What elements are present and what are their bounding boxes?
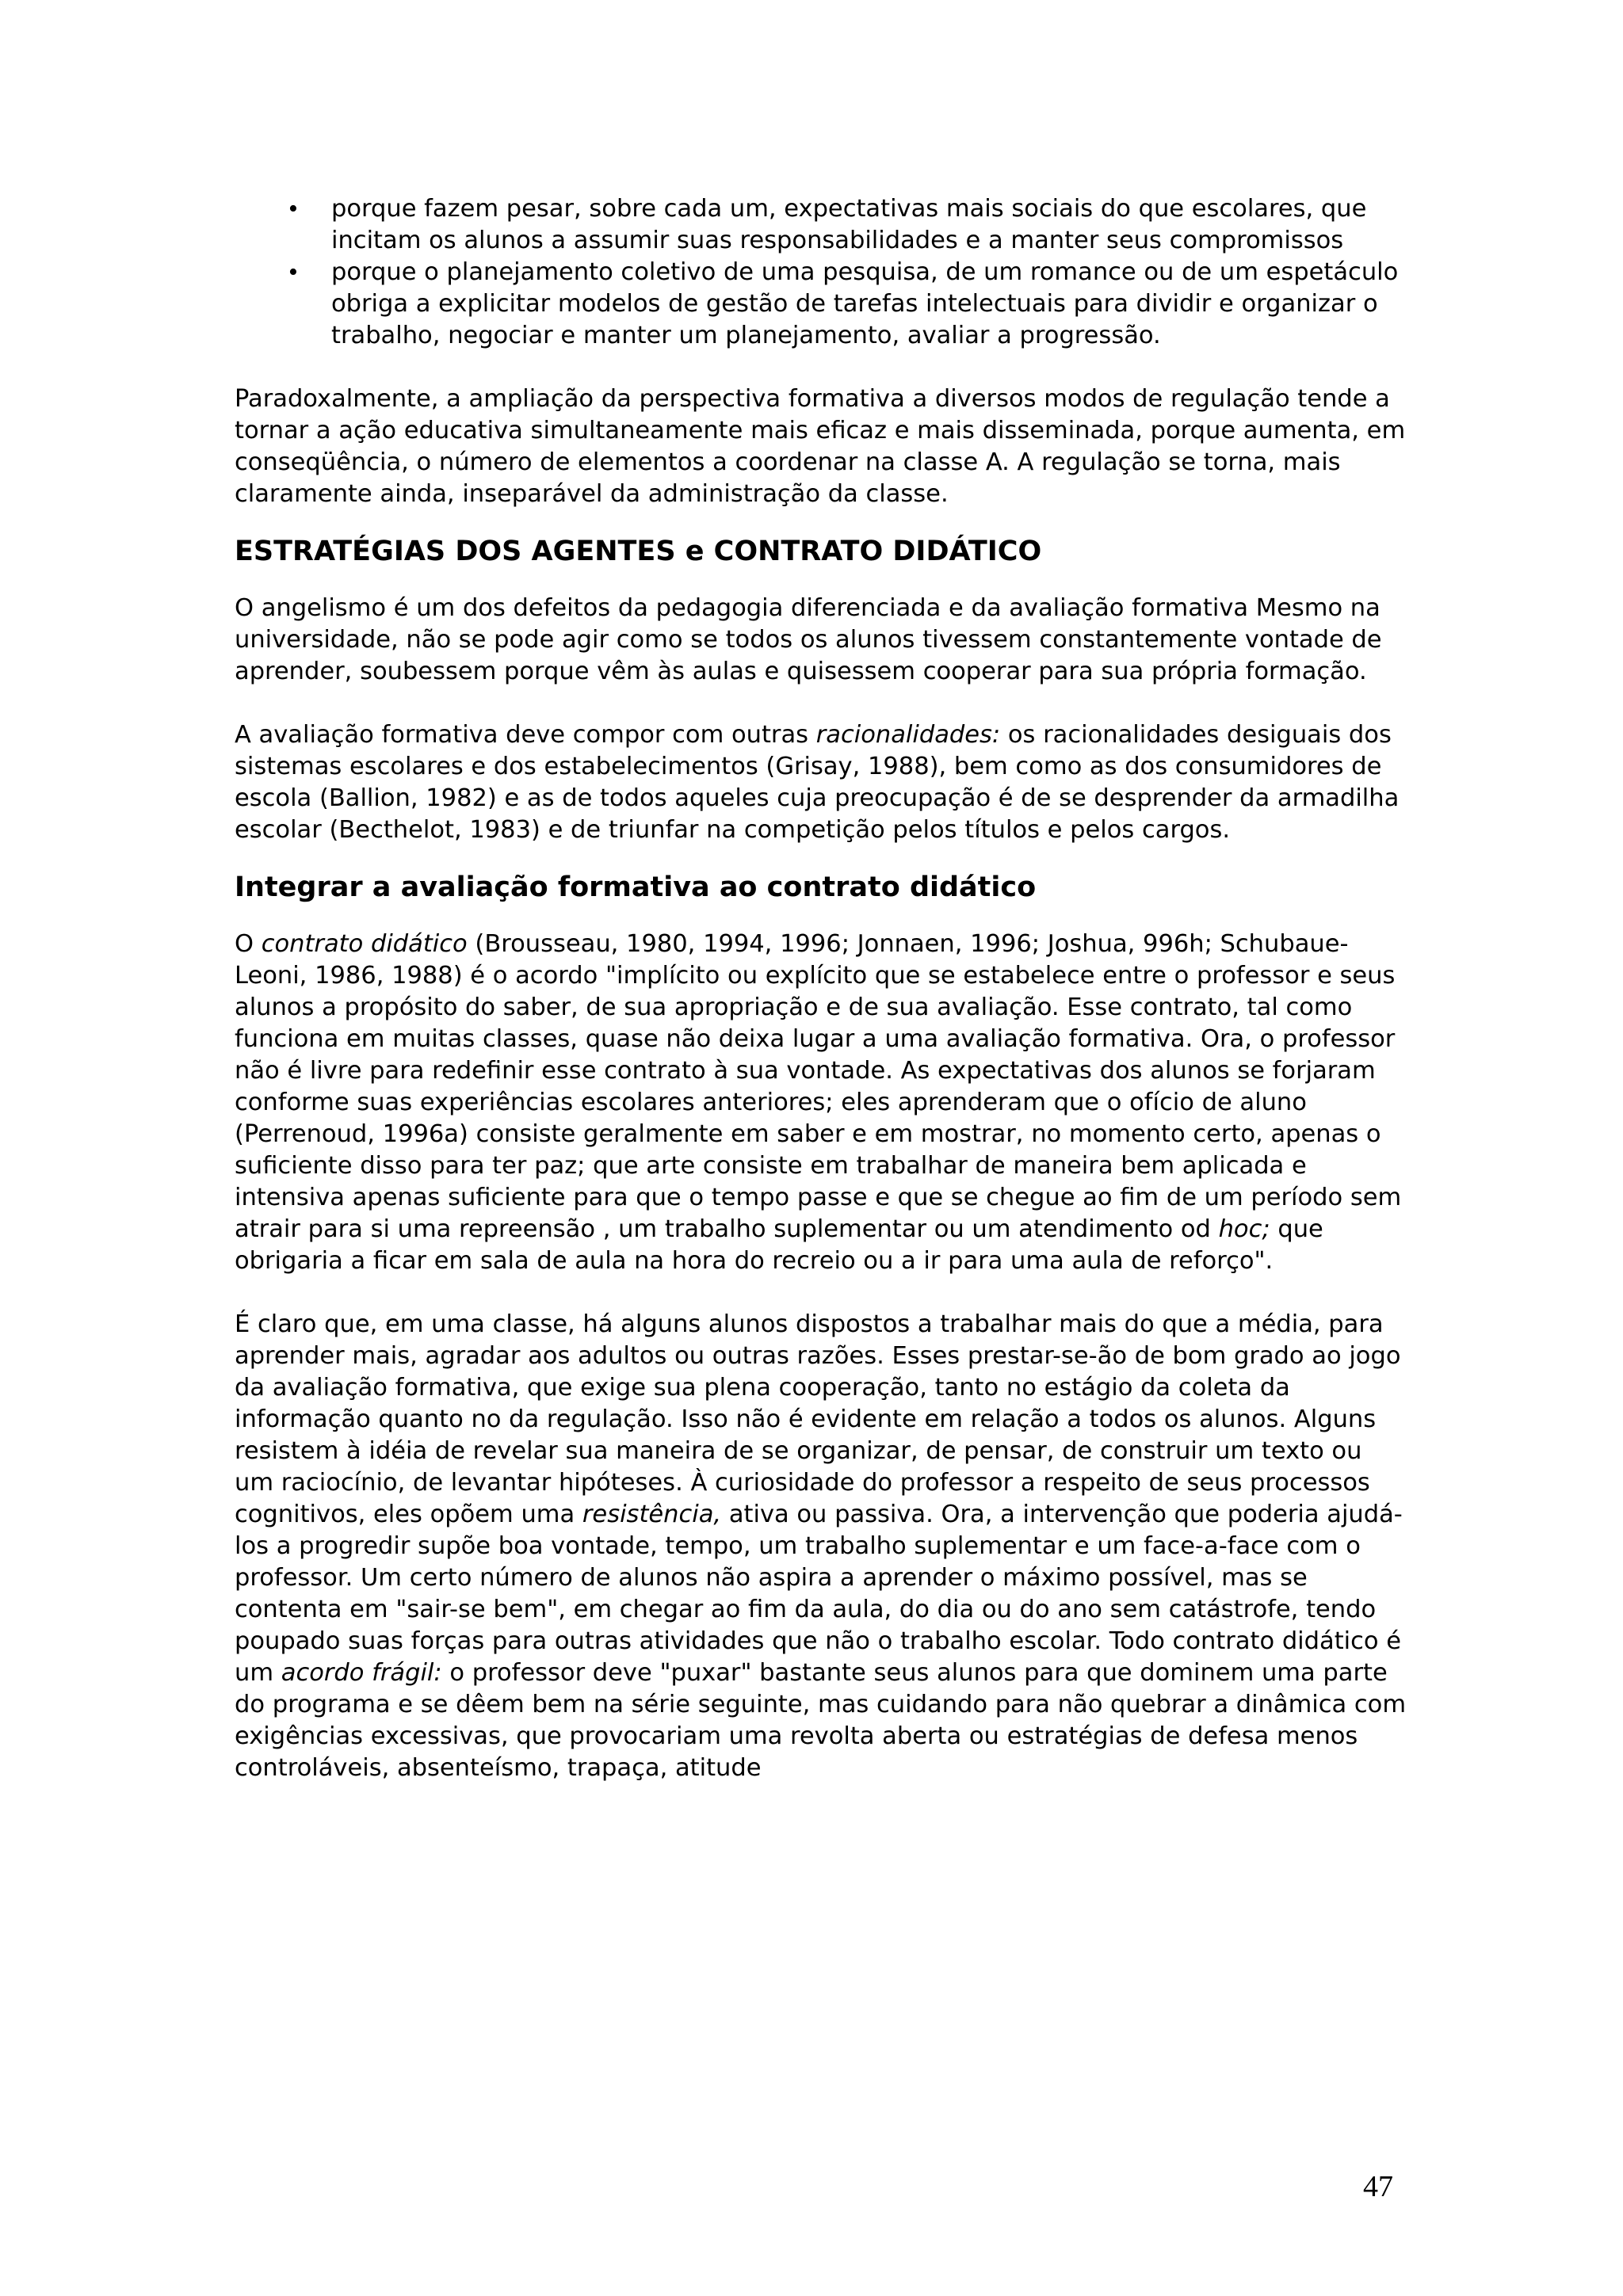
italic-resistencia: resistência, <box>582 1501 722 1528</box>
italic-contrato-didatico: contrato didático <box>261 930 468 958</box>
page-number: 47 <box>1363 2170 1393 2203</box>
bullet-item <box>235 193 1407 257</box>
bullet-item <box>235 257 1407 352</box>
paragraph-paradoxalmente: Paradoxalmente, a ampliação da perspectiva formativa a diversos modos de regulação tende a tornar a ação educativa simultaneamente mais eficaz e mais disseminada, porque aumenta, em conseqüência, o número de elementos a coordenar na classe A. A regulação se torna, mais claramente ainda, inseparável da administração da classe. <box>235 385 1406 508</box>
italic-acordo-fragil: acordo frágil: <box>281 1659 442 1687</box>
paragraph-avaliacao-formativa: A avaliação formativa deve compor com outras racionalidades: os racionalidades desiguais dos sistemas escolares e dos estabelecimentos (Grisay, 1988), bem como as dos consumidores de escola (Ballion, 1982) e as de todos aqueles cuja preocupação é de se desprender da armadilha escolar (Becthelot, 1983) e de triunfar na competição pelos títulos e pelos cargos. <box>235 721 1400 844</box>
paragraph-angelismo: O angelismo é um dos defeitos da pedagogia diferenciada e da avaliação formativa Mesmo na universidade, não se pode agir como se todos os alunos tivessem constantemente vontade de aprender, soubessem porque vêm às aulas e quisessem cooperar para sua própria formação. <box>235 594 1382 685</box>
document-page <box>235 193 1407 1784</box>
italic-hoc: hoc; <box>1218 1215 1270 1243</box>
section-heading-integrar: Integrar a avaliação formativa ao contrato didático <box>235 871 1037 903</box>
bullet-icon: • <box>288 257 298 287</box>
paragraph-contrato-didatico: O contrato didático (Brousseau, 1980, 1994, 1996; Jonnaen, 1996; Joshua, 996h; Schubaue-Leoni, 1986, 1988) é o acordo "implícito ou explícito que se estabelece entre o professor e seus alunos a propósito do saber, de sua apropriação e de sua avaliação. Esse contrato, tal como funciona em muitas classes, quase não deixa lugar a uma avaliação formativa. Ora, o professor não é livre para redefinir esse contrato à sua vontade. As expectativas dos alunos se forjaram conforme suas experiências escolares anteriores; eles aprenderam que o ofício de aluno (Perrenoud, 1996a) consiste geralmente em saber e em mostrar, no momento certo, apenas o suficiente disso para ter paz; que arte consiste em trabalhar de maneira bem aplicada e intensiva apenas suficiente para que o tempo passe e que se chegue ao fim de um período sem atrair para si uma repreensão , um trabalho suplementar ou um atendimento od hoc; que obrigaria a ficar em sala de aula na hora do recreio ou a ir para uma aula de reforço". <box>235 930 1402 1275</box>
section-heading-estrategias: ESTRATÉGIAS DOS AGENTES e CONTRATO DIDÁTICO <box>235 536 1042 567</box>
bullet-list <box>235 193 1407 352</box>
italic-racionalidades: racionalidades: <box>815 721 1001 749</box>
bullet-text: porque o planejamento coletivo de uma pesquisa, de um romance ou de um espetáculo obriga a explicitar modelos de gestão de tarefas intelectuais para dividir e organizar o trabalho, negociar e manter um planejamento, avaliar a progressão. <box>331 258 1399 349</box>
paragraph-e-claro: É claro que, em uma classe, há alguns alunos dispostos a trabalhar mais do que a média, para aprender mais, agradar aos adultos ou outras razões. Esses prestar-se-ão de bom grado ao jogo da avaliação formativa, que exige sua plena cooperação, tanto no estágio da coleta da informação quanto no da regulação. Isso não é evidente em relação a todos os alunos. Alguns resistem à idéia de revelar sua maneira de se organizar, de pensar, de construir um texto ou um raciocínio, de levantar hipóteses. À curiosidade do professor a respeito de seus processos cognitivos, eles opõem uma resistência, ativa ou passiva. Ora, a intervenção que poderia ajudá-los a progredir supõe boa vontade, tempo, um trabalho suplementar e um face-a-face com o professor. Um certo número de alunos não aspira a aprender o máximo possível, mas se contenta em "sair-se bem", em chegar ao fim da aula, do dia ou do ano sem catástrofe, tendo poupado suas forças para outras atividades que não o trabalho escolar. Todo contrato didático é um acordo frágil: o professor deve "puxar" bastante seus alunos para que dominem uma parte do programa e se dêem bem na série seguinte, mas cuidando para não quebrar a dinâmica com exigências excessivas, que provocariam uma revolta aberta ou estratégias de defesa menos controláveis, absenteísmo, trapaça, atitude <box>235 1310 1407 1782</box>
bullet-text: porque fazem pesar, sobre cada um, expectativas mais sociais do que escolares, que incitam os alunos a assumir suas responsabilidades e a manter seus compromissos <box>331 195 1367 254</box>
bullet-icon: • <box>288 194 298 223</box>
